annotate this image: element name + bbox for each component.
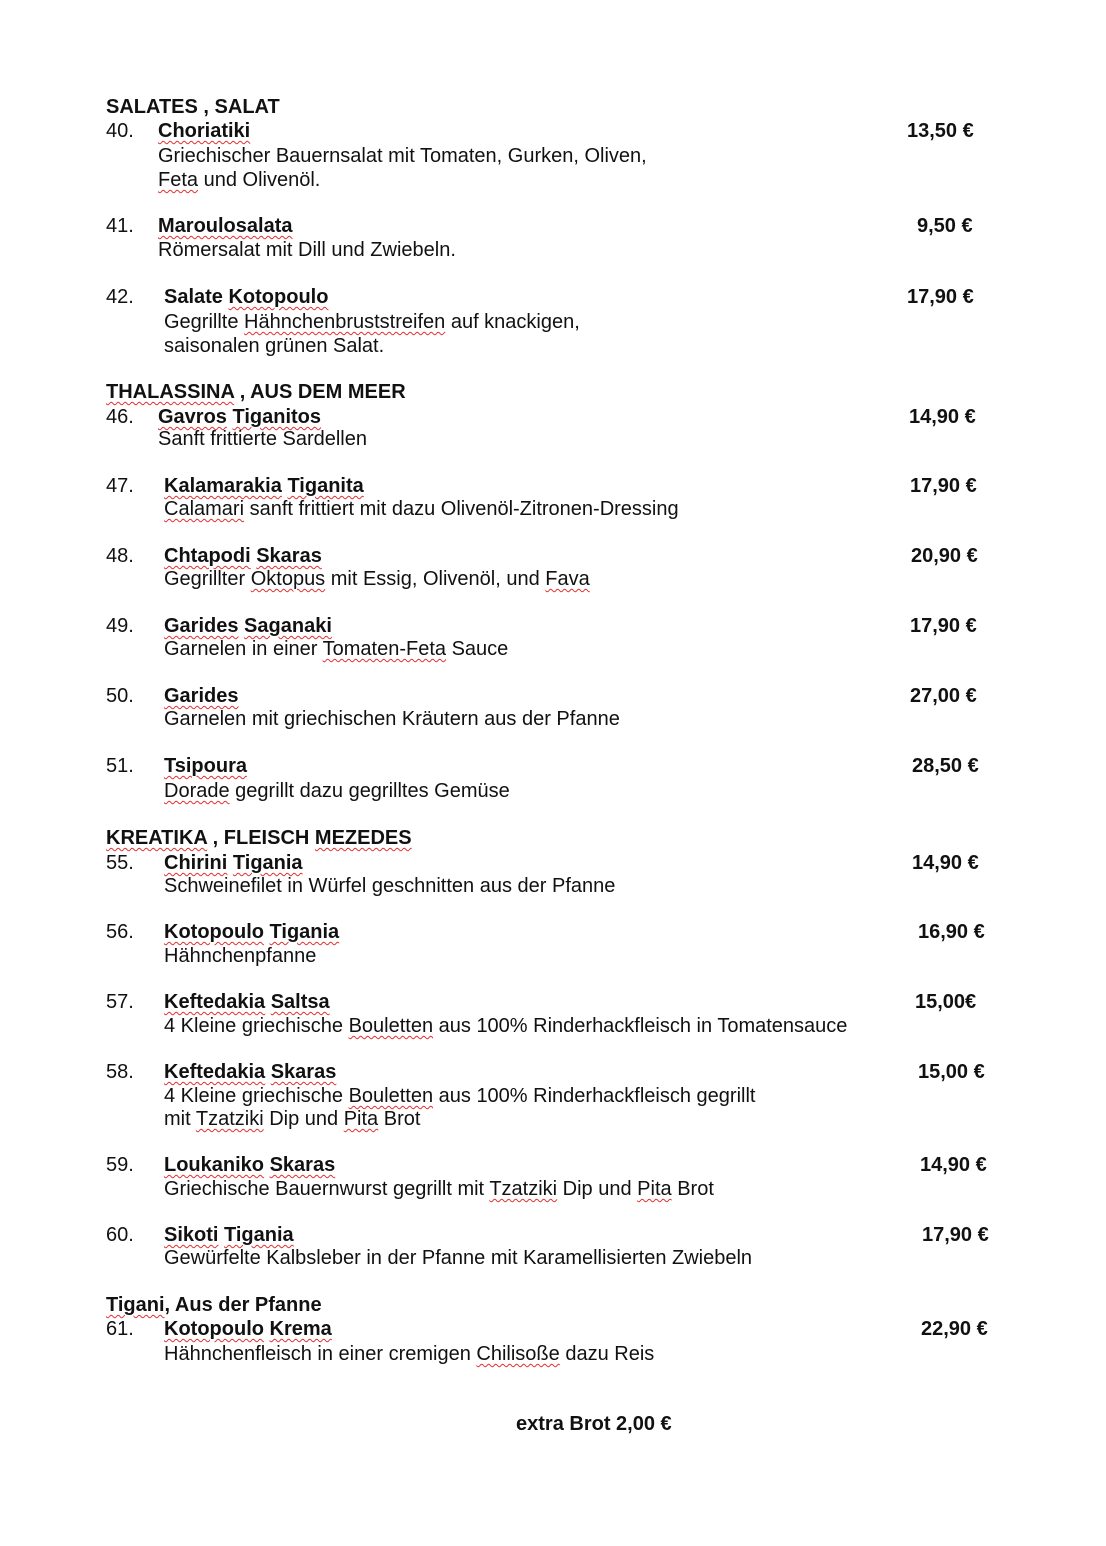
item-price: 14,90 €: [909, 406, 976, 428]
item-name: Kotopoulo Krema: [164, 1318, 332, 1340]
section-title-salates: SALATES , SALAT: [106, 96, 280, 118]
item-name: Chtapodi Skaras: [164, 545, 322, 567]
item-description: Gegrillter Oktopus mit Essig, Olivenöl, und Fava: [164, 568, 590, 590]
item-description: Griechischer Bauernsalat mit Tomaten, Gurken, Oliven,: [158, 145, 647, 167]
item-number: 58.: [106, 1061, 134, 1083]
item-number: 41.: [106, 215, 134, 237]
item-description: Griechische Bauernwurst gegrillt mit Tzatziki Dip und Pita Brot: [164, 1178, 714, 1200]
item-number: 51.: [106, 755, 134, 777]
item-name: Loukaniko Skaras: [164, 1154, 336, 1176]
item-number: 60.: [106, 1224, 134, 1246]
item-price: 17,90 €: [910, 615, 977, 637]
item-price: 17,90 €: [922, 1224, 989, 1246]
item-description: Gewürfelte Kalbsleber in der Pfanne mit Karamellisierten Zwiebeln: [164, 1247, 753, 1269]
item-description: Dorade gegrillt dazu gegrilltes Gemüse: [164, 780, 510, 802]
item-number: 56.: [106, 921, 134, 943]
item-price: 14,90 €: [920, 1154, 987, 1176]
item-number: 42.: [106, 286, 134, 308]
item-price: 17,90 €: [907, 286, 974, 308]
item-price: 17,90 €: [910, 475, 977, 497]
item-price: 20,90 €: [911, 545, 978, 567]
item-price: 22,90 €: [921, 1318, 988, 1340]
item-description: Hähnchenfleisch in einer cremigen Chilisoße dazu Reis: [164, 1343, 655, 1365]
item-price: 16,90 €: [918, 921, 985, 943]
item-number: 57.: [106, 991, 134, 1013]
item-description: 4 Kleine griechische Bouletten aus 100% Rinderhackfleisch in Tomatensauce: [164, 1015, 848, 1037]
item-description: mit Tzatziki Dip und Pita Brot: [164, 1108, 421, 1130]
item-name: Keftedakia Skaras: [164, 1061, 337, 1083]
item-description: Garnelen in einer Tomaten-Feta Sauce: [164, 638, 509, 660]
item-number: 50.: [106, 685, 134, 707]
item-name: Garides: [164, 685, 239, 707]
item-name: Garides Saganaki: [164, 615, 332, 637]
item-description: Sanft frittierte Sardellen: [158, 428, 367, 450]
item-number: 55.: [106, 852, 134, 874]
item-number: 59.: [106, 1154, 134, 1176]
item-description: Römersalat mit Dill und Zwiebeln.: [158, 239, 456, 261]
item-price: 9,50 €: [917, 215, 973, 237]
item-name: Sikoti Tigania: [164, 1224, 294, 1246]
item-name: Kalamarakia Tiganita: [164, 475, 364, 497]
item-name: Maroulosalata: [158, 215, 293, 237]
item-name: Chirini Tigania: [164, 852, 303, 874]
item-price: 27,00 €: [910, 685, 977, 707]
item-description: Hähnchenpfanne: [164, 945, 317, 967]
item-description: Feta und Olivenöl.: [158, 169, 321, 191]
item-price: 15,00€: [915, 991, 977, 1013]
item-name: Choriatiki: [158, 120, 251, 142]
item-description: 4 Kleine griechische Bouletten aus 100% Rinderhackfleisch gegrillt: [164, 1085, 756, 1107]
item-name: Gavros Tiganitos: [158, 406, 322, 428]
section-title-kreatika: KREATIKA , FLEISCH MEZEDES: [106, 827, 412, 849]
item-price: 15,00 €: [918, 1061, 985, 1083]
item-description: saisonalen grünen Salat.: [164, 335, 385, 357]
item-price: 13,50 €: [907, 120, 974, 142]
section-title-thalassina: THALASSINA , AUS DEM MEER: [106, 381, 406, 403]
item-number: 40.: [106, 120, 134, 142]
item-name: Salate Kotopoulo: [164, 286, 329, 308]
item-number: 46.: [106, 406, 134, 428]
item-number: 61.: [106, 1318, 134, 1340]
item-name: Keftedakia Saltsa: [164, 991, 330, 1013]
item-name: Tsipoura: [164, 755, 247, 777]
item-price: 28,50 €: [912, 755, 979, 777]
item-price: 14,90 €: [912, 852, 979, 874]
item-description: Garnelen mit griechischen Kräutern aus der Pfanne: [164, 708, 620, 730]
item-name: Kotopoulo Tigania: [164, 921, 340, 943]
extra-bread-note: extra Brot 2,00 €: [516, 1413, 672, 1435]
item-description: Gegrillte Hähnchenbruststreifen auf knackigen,: [164, 311, 580, 333]
item-number: 49.: [106, 615, 134, 637]
item-number: 47.: [106, 475, 134, 497]
item-description: Schweinefilet in Würfel geschnitten aus der Pfanne: [164, 875, 616, 897]
item-number: 48.: [106, 545, 134, 567]
item-description: Calamari sanft frittiert mit dazu Olivenöl-Zitronen-Dressing: [164, 498, 679, 520]
section-title-tigani: Tigani, Aus der Pfanne: [106, 1294, 322, 1316]
